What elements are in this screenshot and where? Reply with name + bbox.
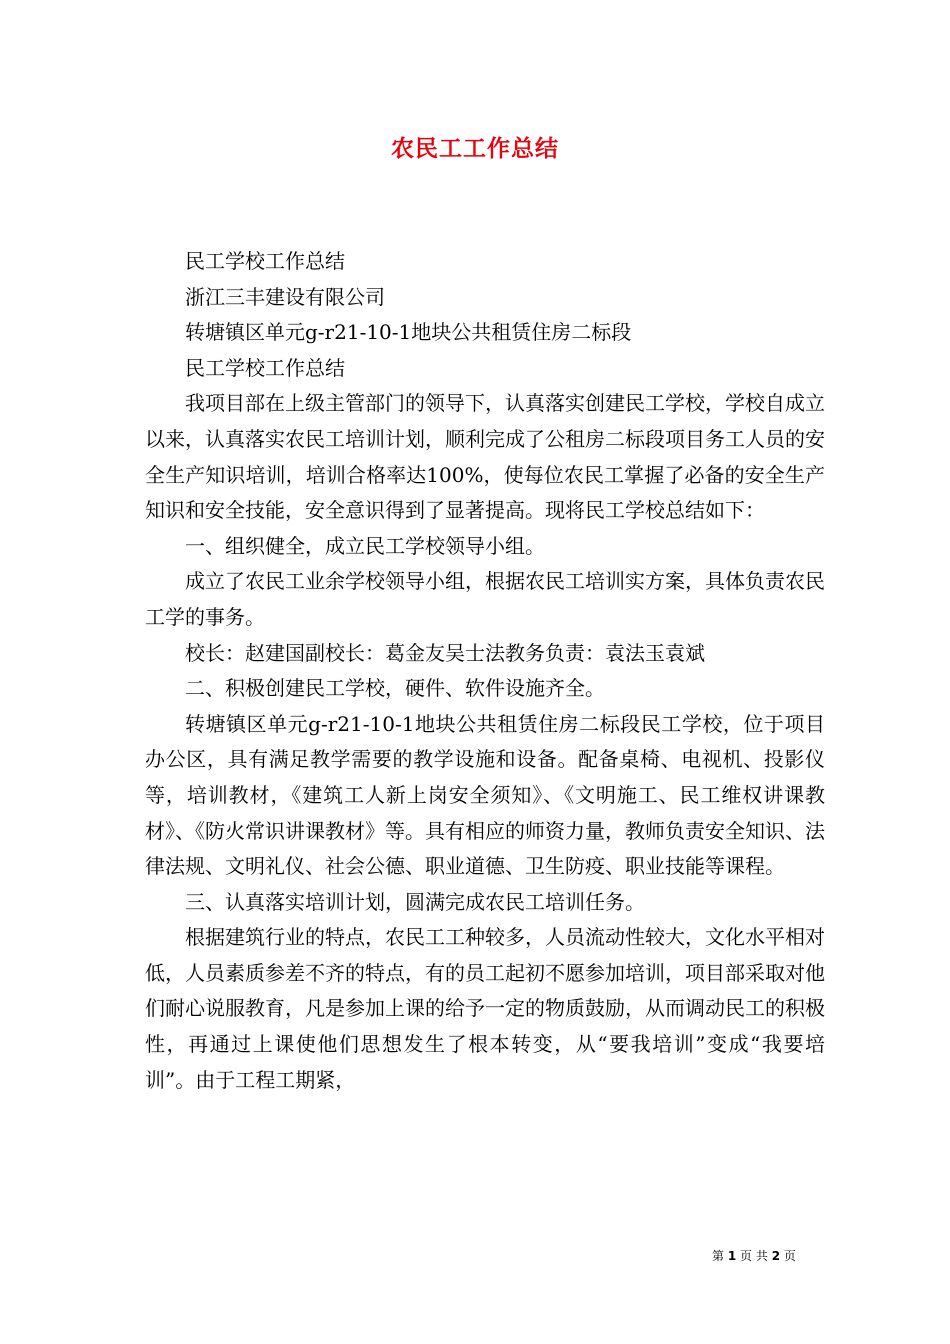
document-title: 农民工工作总结: [391, 136, 559, 162]
document-body: [145, 244, 825, 1098]
paragraph: 民工学校工作总结: [185, 355, 345, 380]
paragraph: 根据建筑行业的特点，农民工工种较多，人员流动性较大，文化水平相对低，人员素质参差不齐的特点，有的员工起初不愿参加培训，项目部采取对他们耐心说服教育，凡是参加上课的给予一定的物质鼓励，从而调动民工的积极性，再通过上课使他们思想发生了根本转变，从“要我培训”变成“我要培训”。由于工程工期紧，: [145, 925, 825, 1092]
paragraph: 一、组织健全，成立民工学校领导小组。: [185, 533, 545, 558]
paragraph: 三、认真落实培训计划，圆满完成农民工培训任务。: [185, 889, 645, 914]
paragraph: 二、积极创建民工学校，硬件、软件设施齐全。: [185, 676, 605, 701]
footer-middle: 页 共: [740, 1249, 768, 1263]
paragraph: 转塘镇区单元g-r21-10-1地块公共租赁住房二标段: [185, 320, 632, 345]
footer-suffix: 页: [783, 1249, 796, 1263]
current-page-number: 1: [727, 1249, 737, 1263]
paragraph: 校长：赵建国副校长：葛金友吴士法教务负责：袁法玉袁斌: [185, 640, 705, 665]
page-footer: [712, 1247, 832, 1264]
paragraph: 转塘镇区单元g-r21-10-1地块公共租赁住房二标段民工学校，位于项目办公区，具有满足教学需要的教学设施和设备。配备桌椅、电视机、投影仪等，培训教材，《建筑工人新上岗安全须知》、《文明施工、民工维权讲课教材》、《防火常识讲课教材》等。具有相应的师资力量，教师负责安全知识、法律法规、文明礼仪、社会公德、职业道德、卫生防疫、职业技能等课程。: [145, 711, 825, 879]
paragraph: 我项目部在上级主管部门的领导下，认真落实创建民工学校，学校自成立以来，认真落实农民工培训计划，顺利完成了公租房二标段项目务工人员的安全生产知识培训，培训合格率达100%，使每位农民工掌握了必备的安全生产知识和安全技能，安全意识得到了显著提高。现将民工学校总结如下：: [145, 391, 825, 523]
footer-prefix: 第: [712, 1249, 725, 1263]
paragraph: 浙江三丰建设有限公司: [185, 284, 385, 309]
paragraph: 民工学校工作总结: [185, 249, 345, 273]
total-pages-number: 2: [771, 1249, 781, 1263]
paragraph: 成立了农民工业余学校领导小组，根据农民工培训实方案，具体负责农民工学的事务。: [145, 569, 825, 629]
